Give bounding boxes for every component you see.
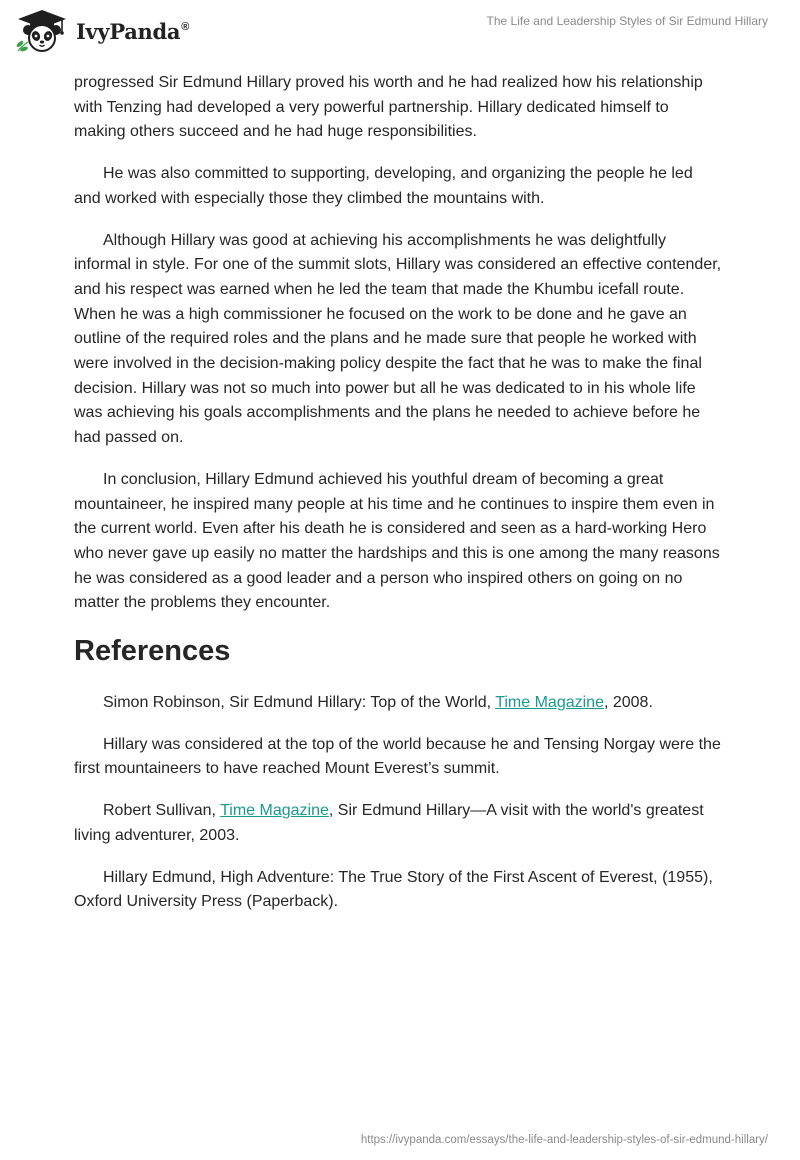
registered-mark: ® (181, 20, 190, 33)
reference-3: Robert Sullivan, Time Magazine, Sir Edmund Hillary—A visit with the world's greatest living adventurer, 2003. (74, 802, 704, 844)
page-header (0, 0, 800, 62)
paragraph-4: In conclusion, Hillary Edmund achieved his youthful dream of becoming a great mountaineer, he inspired many people at his time and he continues to inspire them even in the current world. Even after his death he is considered and seen as a hard-working Hero who never gave up easily no matter the hardships and this is one among the many reasons he was considered as a good leader and a person who inspired others on going on no matter the problems they encounter. (74, 470, 720, 612)
ivypanda-logo[interactable] (14, 8, 189, 54)
document-title: The Life and Leadership Styles of Sir Edmund Hillary (486, 14, 768, 28)
time-magazine-link[interactable]: Time Magazine (220, 802, 329, 820)
reference-1: Simon Robinson, Sir Edmund Hillary: Top of the World, Time Magazine, 2008. (103, 694, 653, 712)
paragraph-3: Although Hillary was good at achieving his accomplishments he was delightfully informal in style. For one of the summit slots, Hillary was considered an effective contender, and his respect was earned when he led the team that made the Khumbu icefall route. When he was a high commissioner he focused on the work to be done and he gave an outline of the required roles and the plans and he made sure that people he worked with were involved in the decision-making policy despite the fact that he was to make the final decision. Hillary was not so much into power but all he was dedicated to in his whole life was achieving his goals accomplishments and the plans he needed to achieve before he had passed on. (74, 231, 722, 447)
source-url: https://ivypanda.com/essays/the-life-and-leadership-styles-of-sir-edmund-hillary/ (360, 1134, 768, 1146)
reference-2: Hillary was considered at the top of the world because he and Tensing Norgay were the first mountaineers to have reached Mount Everest’s summit. (74, 735, 721, 778)
panda-graduate-icon (14, 8, 70, 54)
essay-content (74, 71, 722, 932)
reference-4: Hillary Edmund, High Adventure: The True Story of the First Ascent of Everest, (1955), Oxford University Press (Paperback). (74, 868, 713, 911)
brand-name: IvyPanda® (76, 18, 190, 44)
time-magazine-link[interactable]: Time Magazine (495, 694, 604, 712)
references-heading: References (74, 635, 231, 668)
paragraph-2: He was also committed to supporting, developing, and organizing the people he led and worked with especially those they climbed the mountains with. (74, 165, 693, 207)
paragraph-1: progressed Sir Edmund Hillary proved his worth and he had realized how his relationship with Tenzing had developed a very powerful partnership. Hillary dedicated himself to making others succeed and he had huge responsibilities. (74, 74, 703, 141)
